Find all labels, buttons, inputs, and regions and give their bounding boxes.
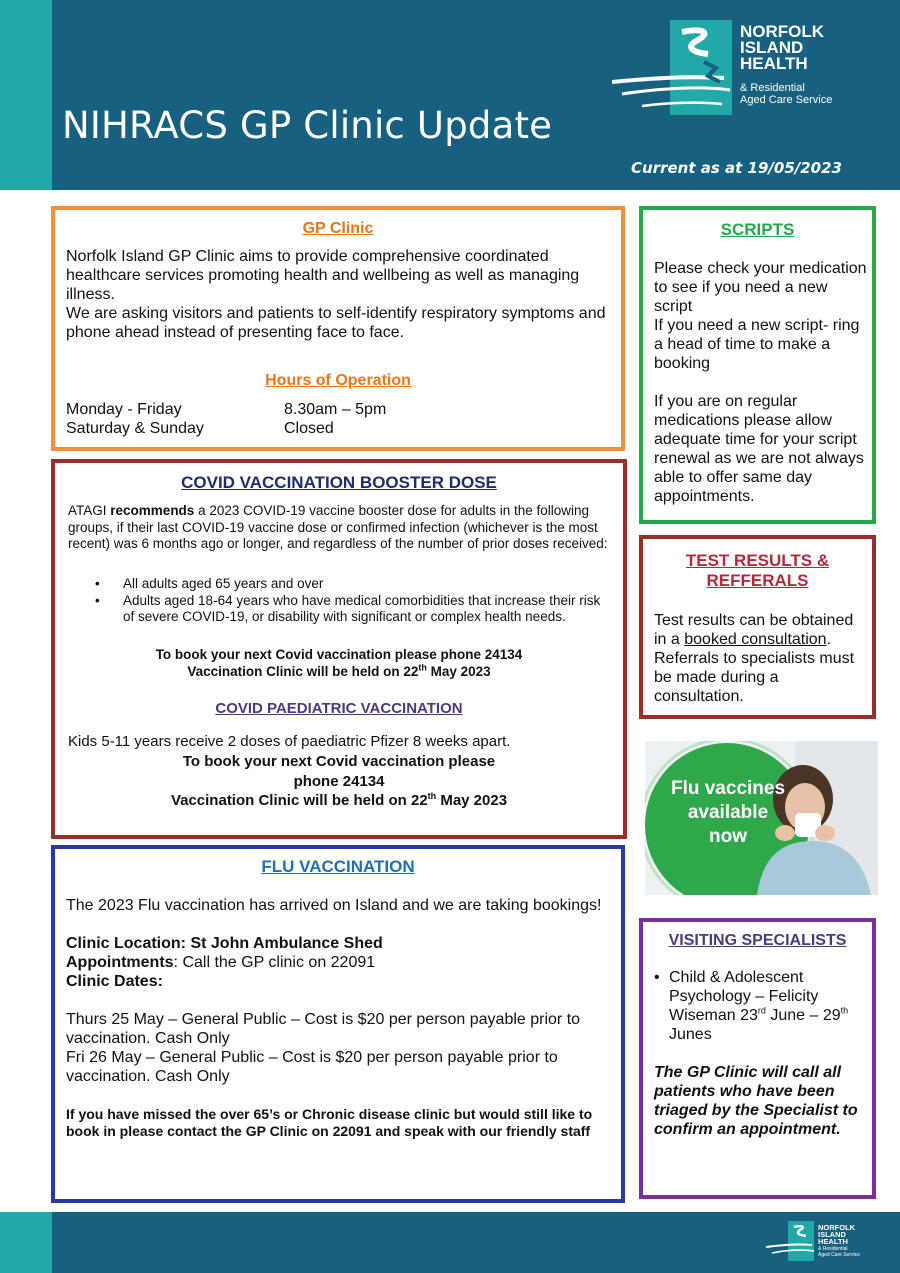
booked-consultation-text: booked consultation (684, 631, 827, 648)
footer-logo-mark-icon (766, 1219, 818, 1267)
list-item: • Adults aged 18-64 years who have medical comorbidities that increase their risk of severe COVID-19, or disability with significant or complex health needs. (95, 593, 615, 626)
flu-appointments (66, 953, 616, 972)
logo-sub-2: Aged Care Service (740, 94, 833, 106)
flu-vaccines-promo-image (645, 741, 878, 895)
nihracs-logo (612, 18, 852, 130)
flu-appointments-text: : Call the GP clinic on 22091 (173, 954, 376, 971)
footer-logo-sub-2: Aged Care Service (818, 1251, 860, 1258)
hours-time: Closed (284, 420, 334, 437)
paediatric-info: Kids 5-11 years receive 2 doses of paediatric Pfizer 8 weeks apart. (68, 733, 511, 750)
specialist-sup: rd (757, 1005, 766, 1016)
footer-logo-line-1: NORFOLK (818, 1223, 856, 1232)
flu-location-text: Clinic Location: St John Ambulance Shed (66, 935, 383, 952)
page-footer (0, 1212, 900, 1273)
covid-intro-bold: recommends (110, 503, 195, 518)
flu-location (66, 934, 616, 953)
flu-intro: The 2023 Flu vaccination has arrived on Island and we are taking bookings! (66, 897, 602, 914)
footer-logo-subtitle (818, 1247, 860, 1258)
gp-clinic-para-2: We are asking visitors and patients to self-identify respiratory symptoms and phone ahead instead of presenting face to face. (66, 305, 606, 341)
covid-book-line: To book your next Covid vaccination please phone 24134 (155, 647, 523, 662)
logo-sub-1: & Residential (740, 82, 805, 94)
flu-missed-note: If you have missed the over 65’s or Chronic disease clinic but would still like to book in please contact the GP Clinic on 22091 and speak with our friendly staff (66, 1106, 593, 1139)
clinic-date-month: May 2023 (436, 792, 508, 809)
scripts-heading: SCRIPTS (720, 220, 795, 239)
clinic-date-sup: th (418, 662, 427, 673)
visiting-specialists-note: The GP Clinic will call all patients who have been triaged by the Specialist to confirm an appointment. (654, 1064, 858, 1138)
flu-vaccination-box (51, 845, 625, 1203)
covid-bullets (95, 576, 615, 626)
gp-clinic-para-1: Norfolk Island GP Clinic aims to provide comprehensive coordinated healthcare services promoting health and wellbeing as well as managing illness. (66, 248, 580, 303)
clinic-date-sup: th (427, 791, 437, 801)
flu-promo-line-3: now (709, 826, 747, 847)
visiting-specialists-box (639, 918, 876, 1199)
clinic-date-month: May 2023 (426, 664, 491, 679)
covid-booking-info (55, 646, 623, 680)
footer-logo-line-3: HEALTH (818, 1237, 848, 1246)
test-results-heading-line-2: REFFERALS (706, 571, 809, 590)
logo-org-subtitle (740, 82, 832, 106)
test-results-text-end: . Referrals to specialists must be made during a consultation. (654, 631, 855, 705)
specialist-text-end: Junes (669, 1026, 712, 1043)
flu-dates-label-text: Clinic Dates: (66, 973, 163, 990)
covid-intro-rest: a 2023 COVID-19 vaccine booster dose for adults in the following groups, if their last COVID-19 vaccine dose or confirmed infection (whichever is the most recent) was 6 months ago or longer, and regardless of the number of prior doses received: (68, 503, 608, 551)
covid-booster-box (51, 459, 627, 839)
gp-clinic-heading: GP Clinic (302, 220, 374, 237)
footer-accent-strip (0, 1212, 52, 1273)
page-header (0, 0, 900, 190)
header-accent-strip (0, 0, 52, 190)
specialist-text: Child & Adolescent Psychology – Felicity Wiseman 23 (669, 969, 819, 1024)
test-results-heading (643, 551, 872, 591)
scripts-para-3: If you are on regular medications please allow adequate time for your script renewal as we are not always able to offer same day appointments. (654, 393, 864, 505)
covid-intro-lead: ATAGI (68, 503, 107, 518)
logo-org-name (740, 24, 824, 72)
test-results-heading-line-1: TEST RESULTS & (685, 551, 830, 570)
paediatric-booking-info (55, 752, 623, 811)
flu-appointments-label: Appointments (66, 954, 174, 971)
paediatric-heading: COVID PAEDIATRIC VACCINATION (215, 700, 463, 717)
scripts-para-1: Please check your medication to see if you need a new script (654, 260, 867, 315)
gp-clinic-box (51, 206, 625, 451)
hours-table (66, 400, 386, 438)
footer-logo-sub-1: & Residential (818, 1246, 848, 1252)
footer-logo-line-2: ISLAND (818, 1230, 846, 1239)
current-date: Current as at 19/05/2023 (631, 159, 842, 177)
covid-clinic-date (55, 663, 623, 680)
covid-booster-heading: COVID VACCINATION BOOSTER DOSE (181, 473, 497, 492)
paediatric-book-line-2: phone 24134 (293, 772, 385, 790)
page-title: NIHRACS GP Clinic Update (62, 104, 553, 147)
flu-promo-text (663, 777, 793, 849)
clinic-date-text: Vaccination Clinic will be held on 22 (187, 664, 419, 679)
test-results-text: Test results can be obtained in a (654, 612, 854, 648)
hours-day: Saturday & Sunday (66, 420, 204, 437)
list-item (654, 968, 869, 1044)
logo-line-3: HEALTH (740, 54, 808, 73)
footer-logo (766, 1219, 870, 1267)
covid-intro (68, 503, 616, 553)
hours-day: Monday - Friday (66, 401, 182, 418)
hours-time: 8.30am – 5pm (284, 401, 387, 418)
paediatric-clinic-date (55, 791, 623, 811)
flu-date-item: Thurs 25 May – General Public – Cost is $20 per person payable prior to vaccination. Cash Only (66, 1011, 581, 1047)
hours-row (66, 400, 386, 419)
flu-vaccination-content (66, 896, 616, 1140)
paediatric-book-line-1: To book your next Covid vaccination please (182, 753, 496, 770)
list-item: • All adults aged 65 years and over (95, 576, 615, 593)
scripts-box (639, 206, 876, 524)
logo-line-1: NORFOLK (740, 22, 825, 41)
specialist-sup: th (840, 1005, 849, 1016)
test-results-body (654, 611, 869, 706)
hours-heading: Hours of Operation (265, 372, 411, 389)
flu-promo-line-2: available (687, 802, 769, 823)
visiting-specialists-heading: VISITING SPECIALISTS (668, 932, 847, 949)
logo-mark-icon (612, 18, 742, 130)
flu-vaccination-heading: FLU VACCINATION (261, 857, 415, 876)
hours-row (66, 419, 386, 438)
flu-dates-label (66, 972, 616, 991)
specialist-text-mid: June – 29 (765, 1007, 841, 1024)
logo-line-2: ISLAND (740, 38, 804, 57)
footer-logo-org-name (818, 1224, 855, 1245)
flu-date-item: Fri 26 May – General Public – Cost is $20 per person payable prior to vaccination. Cash Only (66, 1049, 558, 1085)
test-results-box (639, 535, 876, 719)
clinic-date-text: Vaccination Clinic will be held on 22 (170, 792, 428, 809)
gp-clinic-body (66, 247, 616, 342)
scripts-body (654, 259, 869, 506)
scripts-para-2: If you need a new script- ring a head of time to make a booking (654, 317, 860, 372)
flu-promo-line-1: Flu vaccines (670, 778, 786, 799)
